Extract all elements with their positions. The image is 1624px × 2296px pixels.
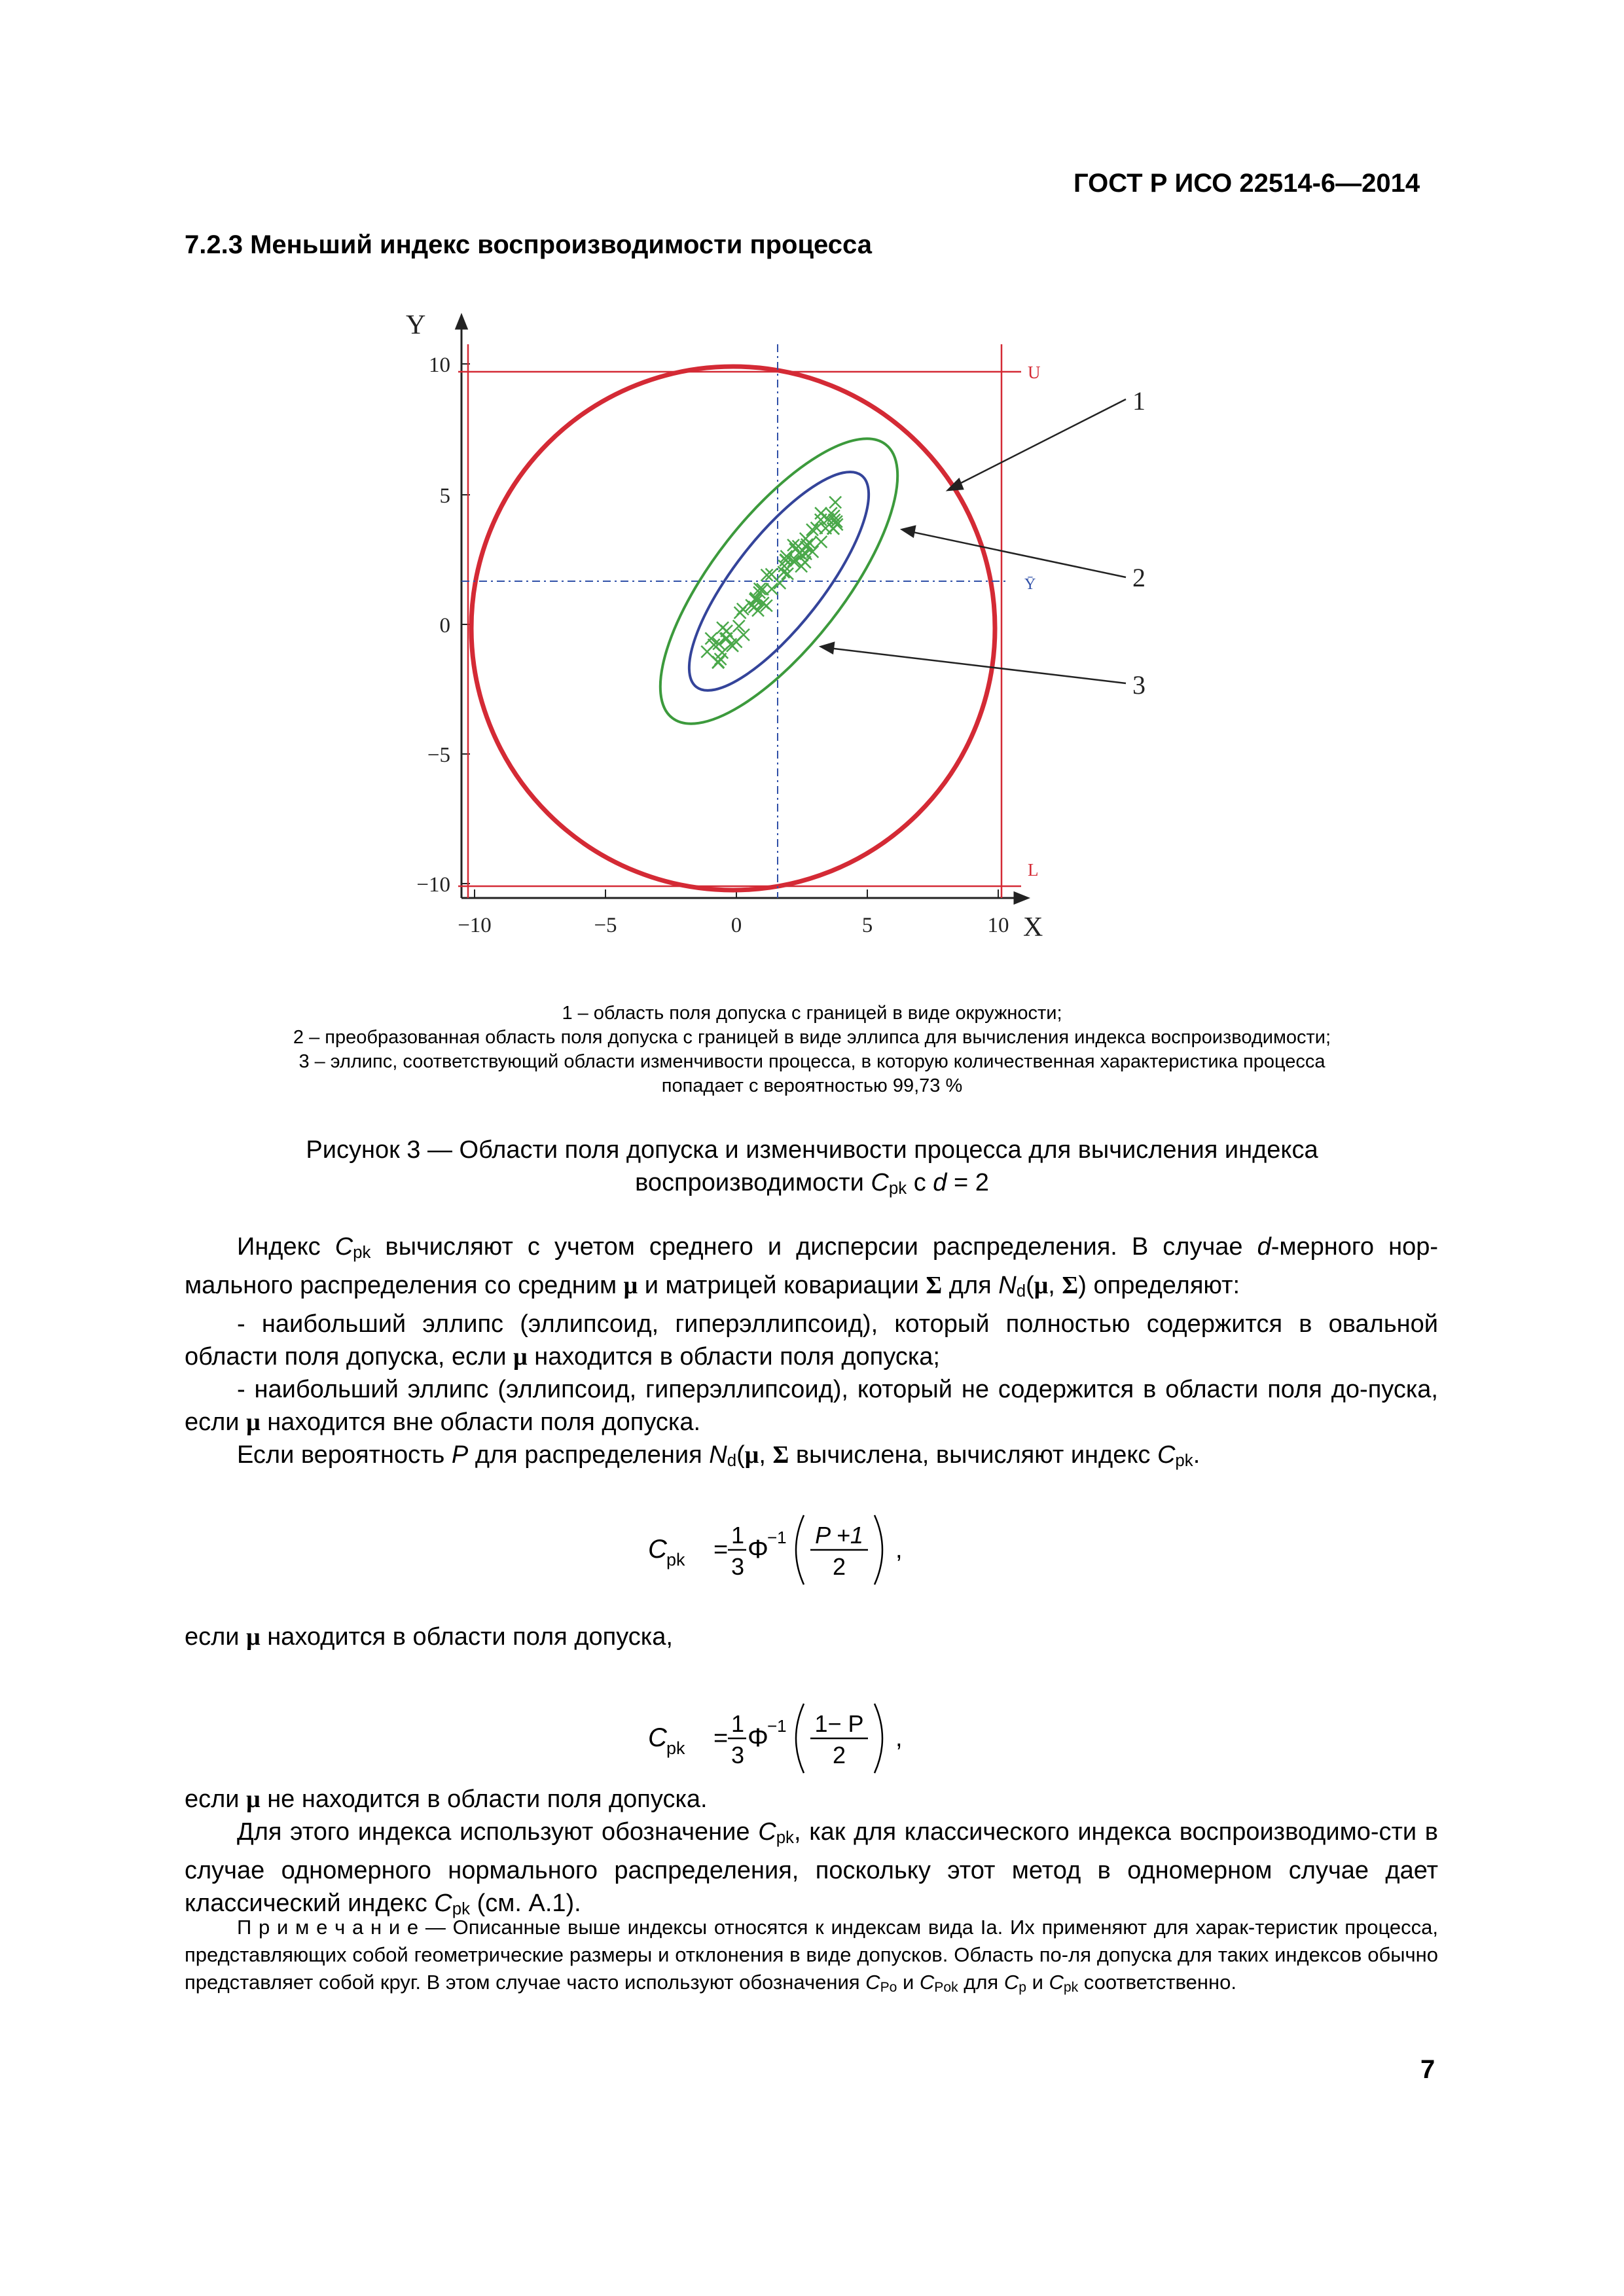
y-tick-label: 0 <box>439 614 450 637</box>
text: находится вне области поля допуска. <box>260 1408 701 1437</box>
paragraph-3 <box>185 1816 1438 1926</box>
process-point <box>829 496 841 508</box>
process-point <box>774 577 785 589</box>
n-symbol: N <box>998 1272 1017 1300</box>
mu-symbol: μ <box>1034 1272 1049 1300</box>
y-tick-label: −10 <box>416 873 450 897</box>
cpk-subscript: pk <box>888 1179 907 1198</box>
text: ( <box>1026 1272 1034 1300</box>
cpk-subscript: pk <box>1063 1980 1079 1996</box>
sigma-symbol: Σ <box>772 1441 789 1469</box>
formula-lhs-subscript: pk <box>666 1550 685 1570</box>
cpk-symbol: C <box>758 1818 776 1846</box>
text: Если вероятность <box>237 1441 452 1469</box>
cpo-subscript: Po <box>880 1980 897 1996</box>
text: (см. А.1). <box>470 1890 581 1918</box>
formula-tail: , <box>895 1725 903 1752</box>
cpk-subscript: pk <box>1175 1452 1193 1471</box>
formula-lhs: C <box>648 1535 667 1564</box>
page-number: 7 <box>1420 2055 1435 2084</box>
text: если <box>185 1623 247 1651</box>
text: для <box>942 1272 999 1300</box>
upper-limit-label: U <box>1028 363 1041 382</box>
mu-symbol: μ <box>744 1441 759 1469</box>
text: находится в области поля допуска, <box>260 1623 673 1651</box>
text: Для этого индекса используют обозначение <box>237 1818 759 1846</box>
list-item-1 <box>185 1308 1438 1373</box>
text: находится в области поля допуска; <box>527 1343 940 1371</box>
callout-label-2: 2 <box>1132 563 1146 592</box>
callout-arrow-3 <box>821 643 834 653</box>
caption-text: воспроизводимости <box>635 1169 871 1196</box>
formula-denominator: 3 <box>731 1742 745 1768</box>
formula-cpk-outside <box>648 1694 923 1779</box>
note-text: и <box>1026 1971 1049 1994</box>
formula-cpk-inside <box>648 1505 923 1590</box>
d-symbol: d <box>1257 1233 1271 1261</box>
y-tick-label: 5 <box>439 484 450 508</box>
callout-line-1 <box>954 399 1126 486</box>
x-tick-label: −10 <box>458 914 492 937</box>
process-point <box>717 622 729 634</box>
tolerance-limits <box>458 344 1021 898</box>
text: и матрицей ковариации <box>638 1272 926 1300</box>
cpk-symbol: C <box>334 1233 353 1261</box>
legend-line-4: попадает с вероятностью 99,73 % <box>661 1075 963 1096</box>
condition-2 <box>185 1783 1438 1816</box>
mean-y-label: Ȳ <box>1024 576 1036 593</box>
formula-inner-numerator: 1− P <box>814 1710 864 1737</box>
formula-phi: Φ <box>748 1723 768 1752</box>
legend-line-1: 1 – область поля допуска с границей в виде окружности; <box>562 1003 1062 1024</box>
y-tick-label: −5 <box>427 744 450 767</box>
sigma-symbol: Σ <box>1062 1272 1079 1300</box>
formula-lhs: C <box>648 1723 667 1752</box>
cp-symbol: C <box>1003 1971 1019 1994</box>
paragraph-1 <box>185 1230 1438 1308</box>
text: не находится в области поля допуска. <box>260 1785 708 1813</box>
caption-line-1: Рисунок 3 — Области поля допуска и изменчивости процесса для вычисления индекса <box>306 1136 1318 1164</box>
x-tick-label: −5 <box>594 914 617 937</box>
caption-line-2 <box>131 1166 1493 1205</box>
mu-symbol: μ <box>246 1408 261 1437</box>
formula-equals: = <box>713 1536 729 1564</box>
text: . <box>1193 1441 1200 1469</box>
legend-line-2: 2 – преобразованная область поля допуска с границей в виде эллипса для вычисления индекса воспроизводимости; <box>293 1027 1331 1048</box>
tolerance-figure <box>367 308 1191 969</box>
formula-inner-numerator: P +1 <box>815 1522 863 1549</box>
x-tick-label: 0 <box>731 914 742 937</box>
process-point <box>789 543 801 555</box>
cpk-subscript: pk <box>452 1900 471 1919</box>
body-block-2 <box>185 1783 1438 1926</box>
text: вычислена, вычисляют индекс <box>789 1441 1157 1469</box>
cpo-symbol: C <box>865 1971 880 1994</box>
text: - наибольший эллипс (эллипсоид, гиперэллипсоид), который полностью содержится в овальной области поля допуска, если <box>185 1310 1438 1371</box>
n-subscript: d <box>727 1452 737 1471</box>
body-block-1 <box>185 1230 1438 1477</box>
text: Индекс <box>237 1233 335 1261</box>
formula-numerator: 1 <box>731 1522 745 1549</box>
list-item-2 <box>185 1373 1438 1439</box>
formula-lhs-subscript: pk <box>666 1738 685 1758</box>
note-text: — Описанные выше индексы относятся к индексам вида Ia. Их применяют для харак-теристик процесса, представляющих собой геометрические размеры и отклонения в виде допусков. Область по-ля допуска для таких индексов обычно представляет собой круг. В этом случае часто используют обозначения <box>185 1916 1438 1994</box>
formula-exponent: −1 <box>767 1528 787 1547</box>
lower-limit-label: L <box>1028 860 1039 880</box>
formula-exponent: −1 <box>767 1716 787 1736</box>
standard-designation: ГОСТ Р ИСО 22514-6—2014 <box>1074 169 1420 198</box>
process-point <box>815 536 827 548</box>
process-point <box>795 560 807 572</box>
formula-denominator: 3 <box>731 1553 745 1580</box>
legend-line-3: 3 – эллипс, соответствующий области изменчивости процесса, в которую количественная характеристика процесса <box>298 1051 1326 1072</box>
condition-1 <box>185 1621 1438 1653</box>
callout-label-1: 1 <box>1132 386 1146 416</box>
note-text: для <box>958 1971 1004 1994</box>
cpk-symbol: C <box>871 1169 889 1196</box>
note-text: и <box>897 1971 920 1994</box>
callout-label-3: 3 <box>1132 670 1146 700</box>
figure-legend <box>131 1001 1493 1098</box>
figure-caption <box>131 1134 1493 1205</box>
cpk-subscript: pk <box>776 1829 794 1848</box>
formula-phi: Φ <box>748 1535 768 1564</box>
cpk-symbol: C <box>434 1890 452 1918</box>
note-text: соответственно. <box>1078 1971 1236 1994</box>
cpok-symbol: C <box>919 1971 935 1994</box>
text: если <box>185 1785 247 1813</box>
tolerance-circle <box>471 367 995 890</box>
callout-arrow-2 <box>902 526 915 537</box>
x-tick-label: 5 <box>861 914 873 937</box>
p-symbol: P <box>451 1441 469 1469</box>
note <box>185 1914 1438 2001</box>
y-tick-label: 10 <box>429 353 450 377</box>
callout-line-2 <box>910 531 1126 577</box>
text: , <box>759 1441 773 1469</box>
text: вычисляют с учетом среднего и дисперсии распределения. В случае <box>370 1233 1257 1261</box>
text: , как для классического индекса воспроизводимо-сти в случае одномерного нормального распределения, поскольку этот метод в одномерном случае дает классический индекс <box>185 1818 1438 1918</box>
section-title: 7.2.3 Меньший индекс воспроизводимости процесса <box>185 230 872 259</box>
note-label: П р и м е ч а н и е <box>237 1916 419 1939</box>
text: ( <box>736 1441 745 1469</box>
y-axis-arrow <box>456 315 467 329</box>
mu-symbol: μ <box>246 1623 261 1651</box>
text: для распределения <box>468 1441 710 1469</box>
formula-tail: , <box>895 1536 903 1564</box>
formula-numerator: 1 <box>731 1710 745 1737</box>
process-point <box>766 583 778 595</box>
x-axis-label: X <box>1023 912 1043 942</box>
x-tick-label: 10 <box>987 914 1009 937</box>
caption-text: с <box>907 1169 933 1196</box>
process-point <box>778 566 789 578</box>
caption-text: = 2 <box>947 1169 989 1196</box>
process-point <box>701 646 713 658</box>
y-axis-label: Y <box>406 310 426 340</box>
mu-symbol: μ <box>246 1785 261 1813</box>
process-point <box>806 524 818 535</box>
cpok-subscript: Pok <box>934 1980 958 1996</box>
text: -мерного нор-мального распределения со средним <box>185 1233 1439 1300</box>
cpk-subscript: pk <box>353 1244 371 1263</box>
paragraph-2 <box>185 1439 1438 1477</box>
formula-inner-denominator: 2 <box>832 1742 846 1768</box>
d-symbol: d <box>933 1169 947 1196</box>
text: , <box>1048 1272 1062 1300</box>
callout-line-3 <box>829 648 1126 683</box>
mu-symbol: μ <box>623 1272 638 1300</box>
formula-equals: = <box>713 1725 729 1752</box>
cp-subscript: p <box>1019 1980 1026 1996</box>
text: ) определяют: <box>1078 1272 1240 1300</box>
cpk-symbol: C <box>1049 1971 1064 1994</box>
x-axis-arrow <box>1015 893 1028 903</box>
mu-symbol: μ <box>513 1343 528 1371</box>
cpk-symbol: C <box>1157 1441 1176 1469</box>
n-subscript: d <box>1016 1282 1026 1301</box>
sigma-symbol: Σ <box>926 1272 943 1300</box>
n-symbol: N <box>709 1441 727 1469</box>
formula-inner-denominator: 2 <box>832 1553 846 1580</box>
text: - наибольший эллипс (эллипсоид, гиперэллипсоид), который не содержится в области поля до-пуска, если <box>185 1376 1438 1437</box>
process-point <box>734 607 746 619</box>
